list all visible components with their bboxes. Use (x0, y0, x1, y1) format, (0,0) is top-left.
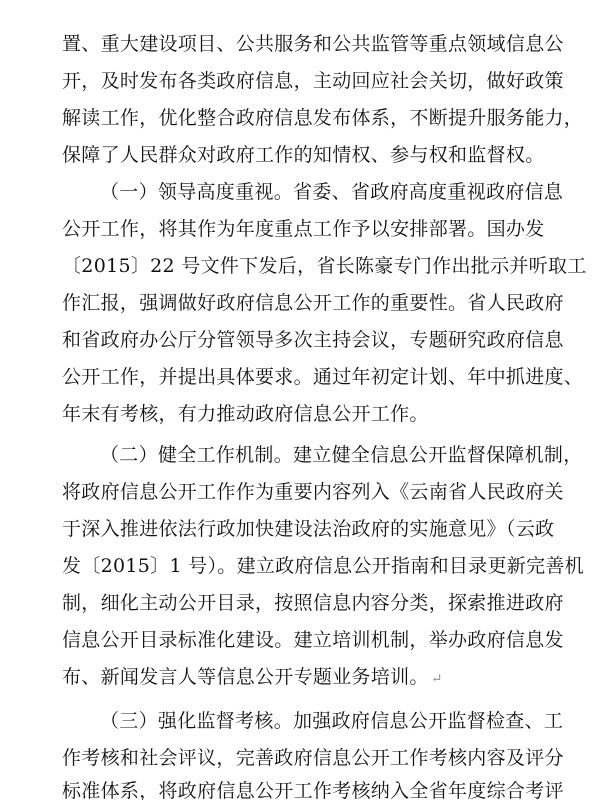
text-line: 保障了人民群众对政府工作的知情权、参与权和监督权。 (62, 144, 545, 166)
text-line (62, 661, 562, 693)
text-line: 制，细化主动公开目录，按照信息内容分类，探索推进政府 (62, 592, 564, 614)
text-line: 作考核和社会评议，完善政府信息公开工作考核内容及评分 (62, 747, 564, 769)
text-line-content: 布、新闻发言人等信息公开专题业务培训。 (62, 666, 429, 688)
text-line: 于深入推进依法行政加快建设法治政府的实施意见》（云政 (62, 518, 555, 540)
paragraph-mark-icon: ↵ (430, 671, 443, 687)
paragraph-heading-line: （一）领导高度重视。省委、省政府高度重视政府信息 (100, 181, 564, 203)
text-line: 作汇报，强调做好政府信息公开工作的重要性。省人民政府 (62, 292, 564, 314)
text-line: 〔2015〕22 号文件下发后，省长陈豪专门作出批示并听取工 (62, 255, 587, 277)
text-line: 解读工作，优化整合政府信息发布体系，不断提升服务能力， (62, 107, 584, 129)
text-line: 公开工作，将其作为年度重点工作予以安排部署。国办发 (62, 218, 545, 240)
text-line: 将政府信息公开工作作为重要内容列入《云南省人民政府关 (62, 481, 564, 503)
paragraph-heading-line: （二）健全工作机制。建立健全信息公开监督保障机制， (100, 444, 583, 466)
text-line: 发〔2015〕1 号）。建立政府信息公开指南和目录更新完善机 (62, 555, 584, 577)
paragraph-heading-line: （三）强化监督考核。加强政府信息公开监督检查、工 (100, 710, 564, 732)
text-line: 年末有考核，有力推动政府信息公开工作。 (62, 403, 429, 425)
text-line: 公开工作，并提出具体要求。通过年初定计划、年中抓进度、 (62, 366, 584, 388)
text-line: 开，及时发布各类政府信息，主动回应社会关切，做好政策 (62, 70, 564, 92)
text-line: 标准体系，将政府信息公开工作考核纳入全省年度综合考评 (62, 780, 564, 800)
text-line: 信息公开目录标准化建设。建立培训机制，举办政府信息发 (62, 629, 564, 651)
text-line: 和省政府办公厅分管领导多次主持会议，专题研究政府信息 (62, 329, 564, 351)
text-line: 置、重大建设项目、公共服务和公共监管等重点领域信息公 (62, 33, 564, 55)
